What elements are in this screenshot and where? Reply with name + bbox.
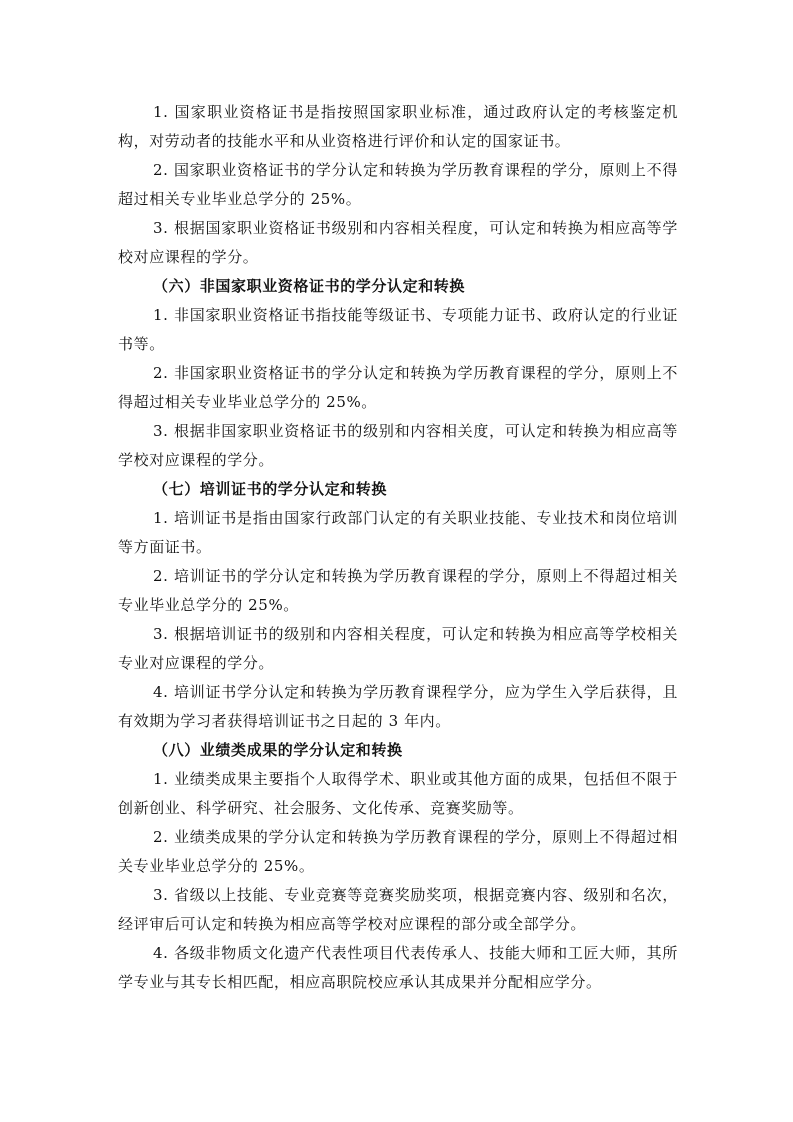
paragraph-non-national-cert-3: 3. 根据非国家职业资格证书的级别和内容相关度，可认定和转换为相应高等学校对应课程的学分。 (118, 422, 678, 469)
section-heading-non-national-cert: （六）非国家职业资格证书的学分认定和转换 (153, 277, 466, 295)
paragraph-training-cert-1: 1. 培训证书是指由国家行政部门认定的有关职业技能、专业技术和岗位培训等方面证书。 (118, 509, 678, 556)
paragraph-national-cert-1: 1. 国家职业资格证书是指按照国家职业标准，通过政府认定的考核鉴定机构，对劳动者的技能水平和从业资格进行评价和认定的国家证书。 (118, 103, 678, 150)
paragraph-achievements-2: 2. 业绩类成果的学分认定和转换为学历教育课程的学分，原则上不得超过相关专业毕业总学分的 25%。 (118, 828, 678, 875)
paragraph-national-cert-2: 2. 国家职业资格证书的学分认定和转换为学历教育课程的学分，原则上不得超过相关专业毕业总学分的 25%。 (118, 161, 678, 208)
paragraph-training-cert-4: 4. 培训证书学分认定和转换为学历教育课程学分，应为学生入学后获得，且有效期为学习者获得培训证书之日起的 3 年内。 (118, 683, 678, 730)
paragraph-non-national-cert-1: 1. 非国家职业资格证书指技能等级证书、专项能力证书、政府认定的行业证书等。 (118, 306, 678, 353)
paragraph-non-national-cert-2: 2. 非国家职业资格证书的学分认定和转换为学历教育课程的学分，原则上不得超过相关专业毕业总学分的 25%。 (118, 364, 678, 411)
paragraph-achievements-1: 1. 业绩类成果主要指个人取得学术、职业或其他方面的成果，包括但不限于创新创业、科学研究、社会服务、文化传承、竞赛奖励等。 (118, 770, 678, 817)
paragraph-national-cert-3: 3. 根据国家职业资格证书级别和内容相关程度，可认定和转换为相应高等学校对应课程的学分。 (118, 219, 678, 266)
section-heading-training-cert: （七）培训证书的学分认定和转换 (153, 480, 388, 498)
document-body (118, 98, 678, 997)
paragraph-training-cert-3: 3. 根据培训证书的级别和内容相关程度，可认定和转换为相应高等学校相关专业对应课程的学分。 (118, 625, 678, 672)
paragraph-training-cert-2: 2. 培训证书的学分认定和转换为学历教育课程的学分，原则上不得超过相关专业毕业总学分的 25%。 (118, 567, 678, 614)
section-heading-achievements: （八）业绩类成果的学分认定和转换 (153, 741, 403, 759)
paragraph-achievements-3: 3. 省级以上技能、专业竞赛等竞赛奖励奖项，根据竞赛内容、级别和名次，经评审后可认定和转换为相应高等学校对应课程的部分或全部学分。 (118, 886, 678, 933)
paragraph-achievements-4: 4. 各级非物质文化遗产代表性项目代表传承人、技能大师和工匠大师，其所学专业与其专长相匹配，相应高职院校应承认其成果并分配相应学分。 (118, 944, 678, 991)
